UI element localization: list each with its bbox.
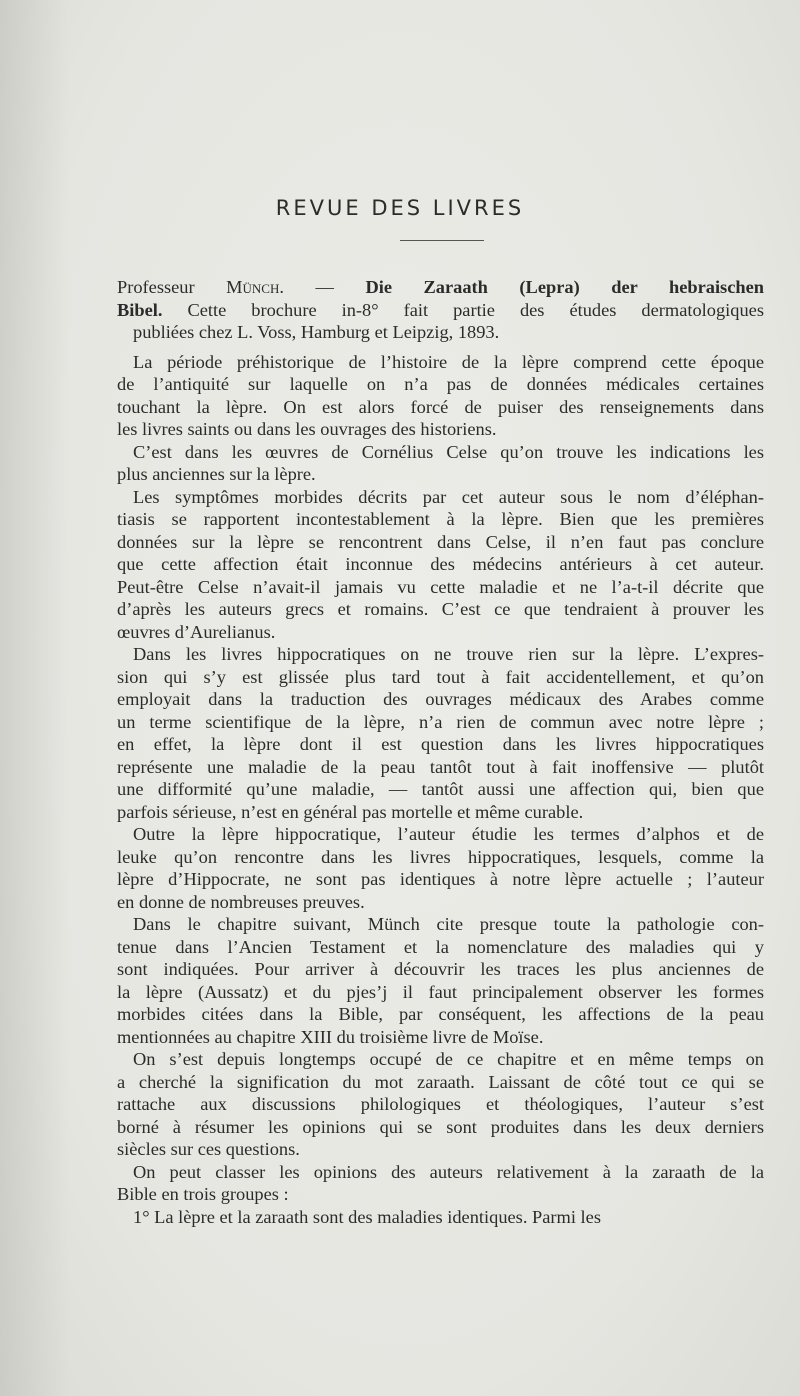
book-title-part2: Bibel. (117, 299, 163, 320)
paragraph-line: de l’antiquité sur laquelle on n’a pas de données médicales certaines (117, 374, 764, 394)
paragraph-line: On peut classer les opinions des auteurs relativement à la zaraath de la (133, 1161, 764, 1182)
paragraph-line: Dans le chapitre suivant, Münch cite presque toute la pathologie con- (133, 914, 764, 934)
heading-rule (400, 240, 484, 241)
paragraph-line: les livres saints ou dans les ouvrages des historiens. (117, 419, 497, 439)
paragraph-line: d’après les auteurs grecs et romains. C’est ce que tendraient à prouver les (117, 599, 764, 619)
paragraph-line: que cette affection était inconnue des médecins antérieurs à cet auteur. (117, 554, 764, 574)
paragraph-line: en donne de nombreuses preuves. (117, 891, 365, 912)
review-citation-line-2 (117, 299, 764, 322)
paragraph-line: Bible en trois groupes : (117, 1184, 289, 1204)
paragraph-line: la lèpre (Aussatz) et du pjes’j il faut principalement observer les formes (117, 981, 764, 1002)
paragraph-line: touchant la lèpre. On est alors forcé de puiser des renseignements dans (117, 396, 764, 417)
paragraph-line: parfois sérieuse, n’est en général pas mortelle et même curable. (117, 801, 584, 822)
paragraph-line: Les symptômes morbides décrits par cet auteur sous le nom d’éléphan- (133, 486, 764, 507)
paragraph-line: rattache aux discussions philologiques et théologiques, l’auteur s’est (117, 1094, 764, 1114)
body-text (117, 276, 764, 1228)
paragraph-line: a cherché la signification du mot zaraath. Laissant de côté tout ce qui se (117, 1071, 764, 1092)
paragraph-line: une difformité qu’une maladie, — tantôt aussi une affection qui, bien que (117, 779, 764, 799)
citation-dash: . — (279, 277, 366, 297)
paragraph-line: On s’est depuis longtemps occupé de ce chapitre et en même temps on (133, 1049, 764, 1069)
paragraph-line: Outre la lèpre hippocratique, l’auteur étudie les termes d’alphos et de (133, 824, 764, 844)
citation-text: Cette brochure in-8° fait partie des études dermatologiques (162, 299, 764, 320)
paragraph-line: 1° La lèpre et la zaraath sont des maladies identiques. Parmi les (133, 1206, 601, 1227)
paragraph-line: mentionnées au chapitre XIII du troisième livre de Moïse. (117, 1026, 544, 1047)
paragraph-line: morbides citées dans la Bible, par conséquent, les affections de la peau (117, 1004, 764, 1024)
book-title-part1: Die Zaraath (Lepra) der hebraischen (365, 277, 764, 297)
paragraphs (117, 351, 764, 1229)
paragraph-line: plus anciennes sur la lèpre. (117, 464, 316, 484)
paragraph-line: siècles sur ces questions. (117, 1139, 300, 1159)
paragraph-line: données sur la lèpre se rencontrent dans Celse, il n’en faut pas conclure (117, 531, 764, 552)
paragraph-line: en effet, la lèpre dont il est question dans les livres hippocratiques (117, 734, 764, 754)
paragraph-line: un terme scientifique de la lèpre, n’a rien de commun avec notre lèpre ; (117, 711, 764, 732)
paragraph-line: borné à résumer les opinions qui se sont produites dans les deux derniers (117, 1116, 764, 1137)
paragraph-line: employait dans la traduction des ouvrages médicaux des Arabes comme (117, 689, 764, 709)
paragraph-line: tenue dans l’Ancien Testament et la nomenclature des maladies qui y (117, 936, 764, 957)
paragraph-line: représente une maladie de la peau tantôt tout à fait inoffensive — plutôt (117, 756, 764, 777)
paragraph-line: Peut-être Celse n’avait-il jamais vu cette maladie et ne l’a-t-il décrite que (117, 576, 764, 597)
paragraph-line: C’est dans les œuvres de Cornélius Celse qu’on trouve les indications les (133, 441, 764, 462)
paragraph-line: sion qui s’y est glissée plus tard tout à fait accidentellement, et qu’on (117, 666, 764, 687)
paragraph-line: leuke qu’on rencontre dans les livres hippocratiques, lesquels, comme la (117, 846, 764, 867)
author-name: Münch (226, 277, 280, 297)
paragraph-line: Dans les livres hippocratiques on ne trouve rien sur la lèpre. L’expres- (133, 644, 764, 664)
section-heading: REVUE DES LIVRES (275, 196, 525, 220)
paragraph-line: La période préhistorique de l’histoire de la lèpre comprend cette époque (133, 351, 764, 372)
author-prefix: Professeur (117, 277, 227, 297)
paragraph-line: œuvres d’Aurelianus. (117, 621, 276, 642)
review-citation-line-1 (117, 276, 764, 299)
review-citation-line-3: publiées chez L. Voss, Hamburg et Leipzig, 1893. (133, 322, 500, 342)
paragraph-line: lèpre d’Hippocrate, ne sont pas identiques à notre lèpre actuelle ; l’auteur (117, 869, 764, 889)
paragraph-line: sont indiquées. Pour arriver à découvrir les traces les plus anciennes de (117, 959, 764, 979)
paragraph-line: tiasis se rapportent incontestablement à la lèpre. Bien que les premières (117, 509, 764, 529)
